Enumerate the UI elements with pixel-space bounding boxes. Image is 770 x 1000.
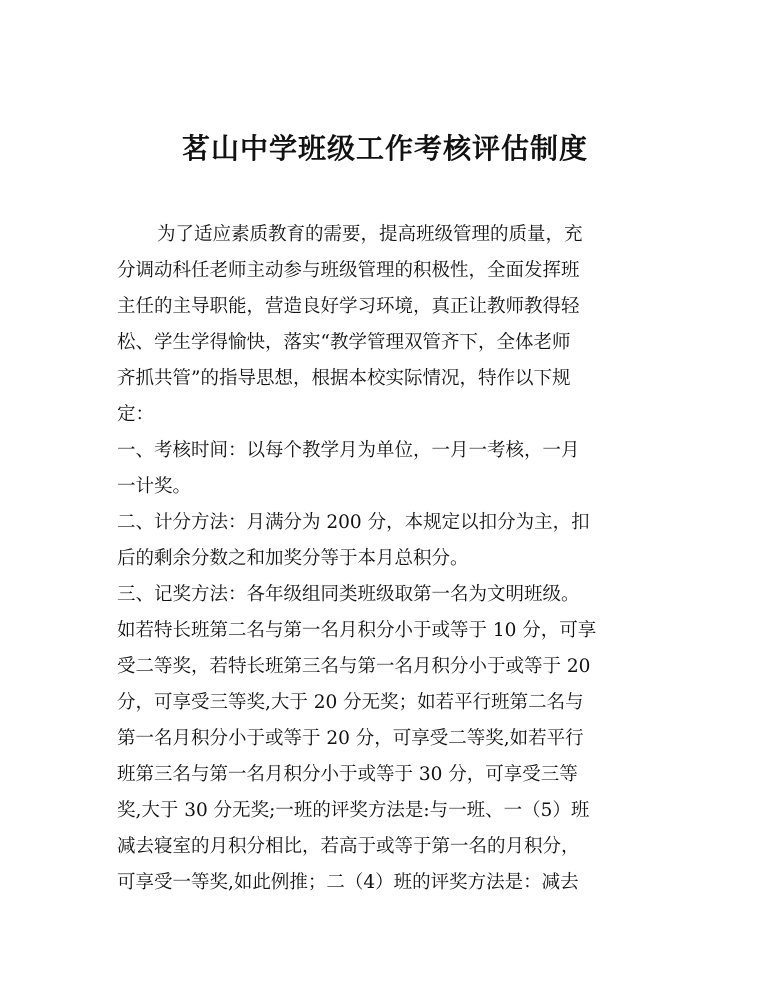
text-line: 如若特长班第二名与第一名月积分小于或等于 10 分，可享	[117, 620, 597, 641]
section-2-line: 二、计分方法：月满分为 200 分，本规定以扣分为主，扣	[117, 512, 590, 533]
text-line: 分调动科任老师主动参与班级管理的积极性，全面发挥班	[117, 260, 580, 281]
text-line: 第一名月积分小于或等于 20 分，可享受二等奖,如若平行	[117, 728, 584, 749]
text-line: 受二等奖，若特长班第三名与第一名月积分小于或等于 20	[117, 656, 591, 677]
section-3-line: 三、记奖方法：各年级组同类班级取第一名为文明班级。	[117, 584, 580, 605]
text-line: 定：	[117, 404, 155, 425]
document-body	[117, 217, 657, 901]
text-line: 齐抓共管”的指导思想，根据本校实际情况，特作以下规	[117, 368, 571, 389]
text-line: 可享受一等奖,如此例推；二（4）班的评奖方法是：减去	[117, 872, 579, 893]
text-line: 一计奖。	[117, 476, 192, 497]
text-line: 减去寝室的月积分相比，若高于或等于第一名的月积分，	[117, 836, 580, 857]
section-1-line: 一、考核时间：以每个教学月为单位，一月一考核，一月	[117, 440, 580, 461]
text-line: 后的剩余分数之和加奖分等于本月总积分。	[117, 548, 469, 569]
text-line: 为了适应素质教育的需要，提高班级管理的质量，充	[157, 224, 583, 245]
text-line: 主任的主导职能，营造良好学习环境，真正让教师教得轻	[117, 296, 580, 317]
text-line: 奖,大于 30 分无奖;一班的评奖方法是:与一班、一（5）班	[117, 800, 590, 821]
text-line: 分，可享受三等奖,大于 20 分无奖；如若平行班第二名与	[117, 692, 584, 713]
document-title: 茗山中学班级工作考核评估制度	[181, 132, 588, 165]
text-line: 松、学生学得愉快，落实“教学管理双管齐下，全体老师	[117, 332, 571, 353]
text-line: 班第三名与第一名月积分小于或等于 30 分，可享受三等	[117, 764, 578, 785]
